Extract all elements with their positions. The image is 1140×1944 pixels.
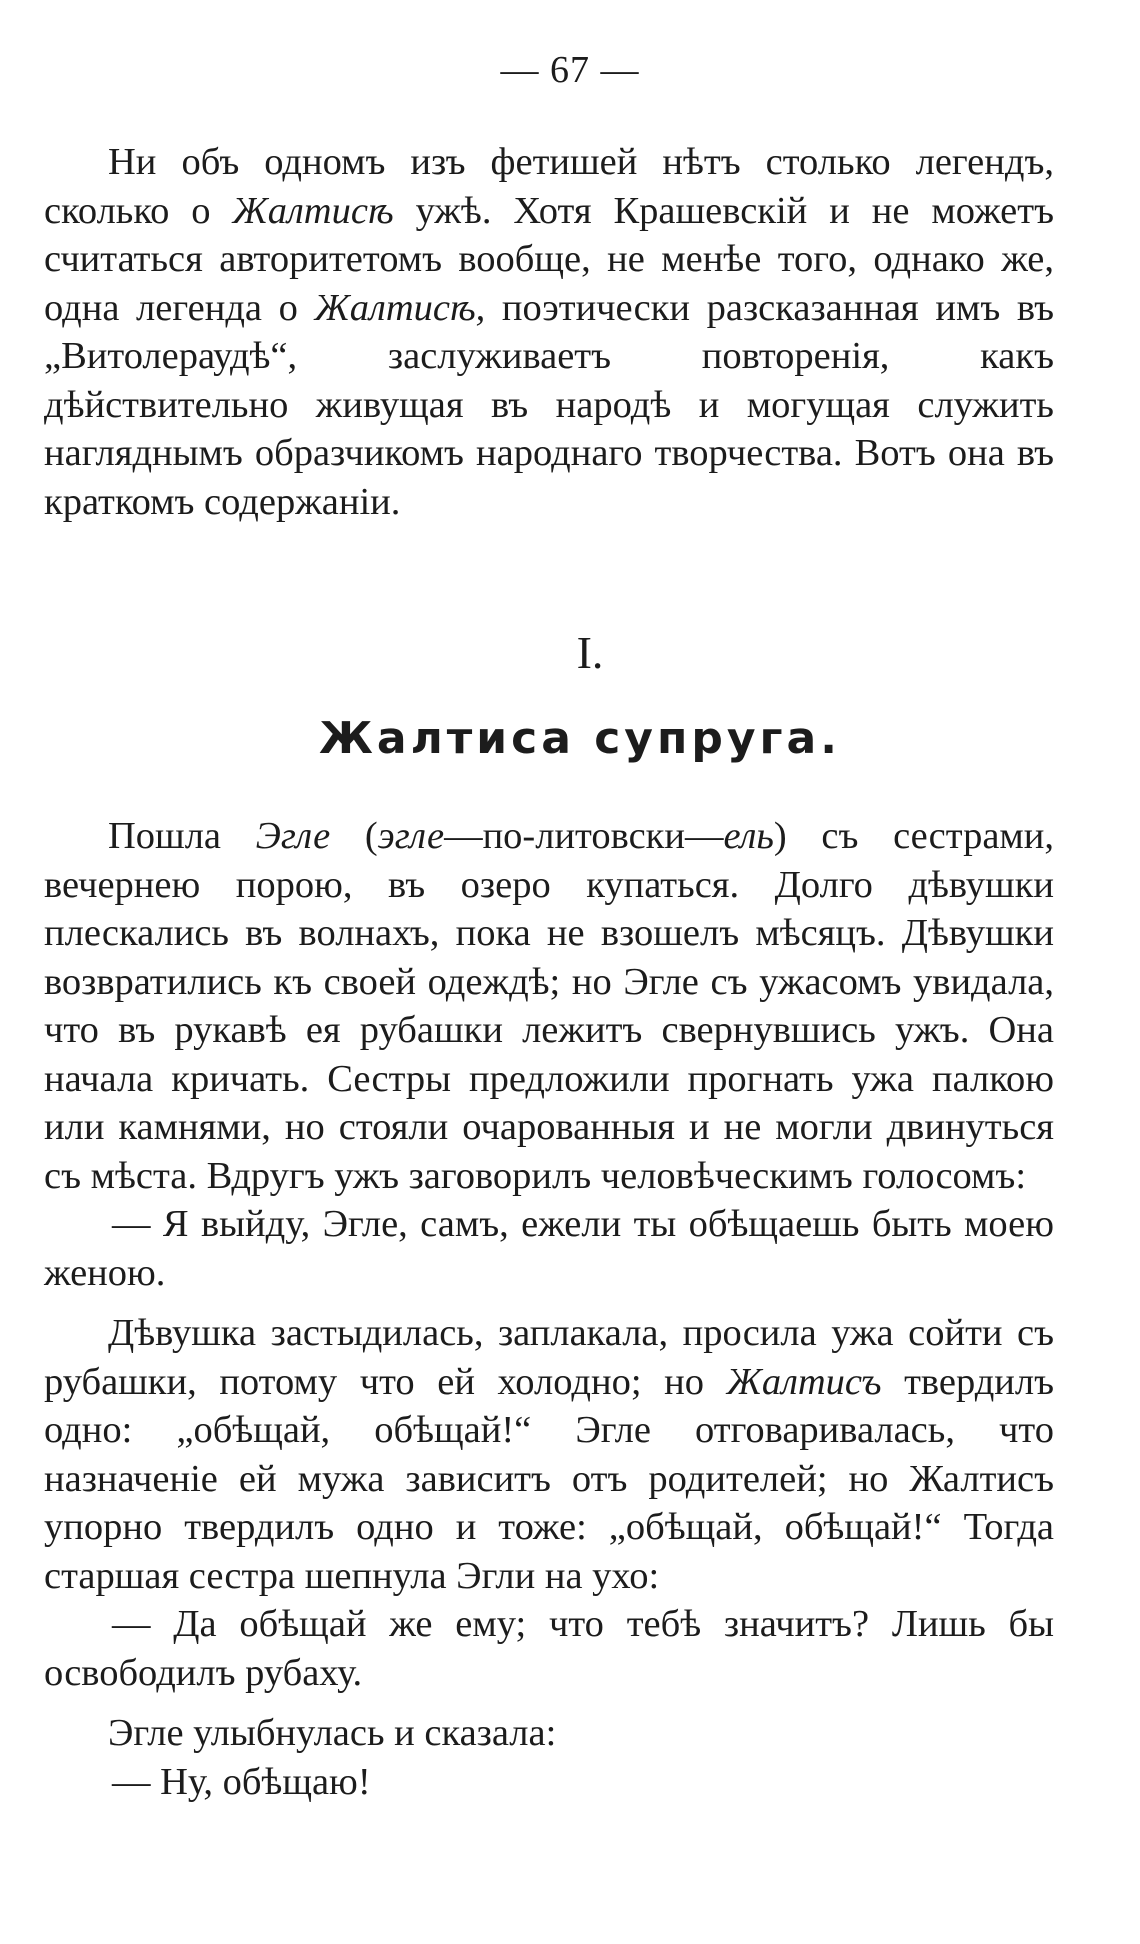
- text-run: поэтически разсказанная имъ въ „Витолераудѣ“, заслуживаетъ повторенія, какъ дѣйствительно живущая въ народѣ и могущая служить нагляднымъ образчикомъ народнаго творчества. Вотъ она въ краткомъ содержаніи.: [44, 286, 1055, 523]
- story-paragraph-5: Эгле улыбнулась и сказала:: [108, 1712, 557, 1754]
- italic-name: Жалтисѣ,: [314, 286, 486, 329]
- intro-text: [44, 138, 1054, 526]
- text-run: —по-литовски—: [444, 815, 724, 857]
- text-run: твердилъ одно: „обѣщай, обѣщай!“ Эгле отговаривалась, что назначеніе ей мужа зависитъ отъ родителей; но Жалтисъ упорно твердилъ одно и тоже: „обѣщай, обѣщай!“ Тогда старшая сестра шепнула Эгли на ухо:: [44, 1360, 1055, 1597]
- italic-name: Эгле: [255, 815, 331, 857]
- text-run: ) съ сестрами, вечернею порою, въ озеро купаться. Долго дѣвушки плескались въ волнахъ, пока не взошелъ мѣсяцъ. Дѣвушки возвратились къ своей одеждѣ; но Эгле съ ужасомъ увидала, что въ рукавѣ ея рубашки лежитъ свернувшись ужъ. Она начала кричать. Сестры предложили прогнать ужа палкою или камнями, но стояли очарованныя и не могли двинуться съ мѣста. Вдругъ ужъ заговорилъ человѣческимъ голосомъ:: [44, 815, 1054, 1197]
- story-paragraph-6: — Ну, обѣщаю!: [112, 1760, 371, 1803]
- story-paragraph-4: — Да обѣщай же ему; что тебѣ значитъ? Лишь бы освободилъ рубаху.: [44, 1603, 1054, 1694]
- page-number: — 67 —: [500, 49, 640, 91]
- italic-word: ель: [723, 815, 774, 857]
- intro-paragraph: [44, 138, 1054, 526]
- italic-name: Жалтисъ: [726, 1360, 882, 1403]
- story-paragraph-2: — Я выйду, Эгле, самъ, ежели ты обѣщаешь быть моею женою.: [44, 1203, 1054, 1294]
- story-text: [44, 812, 1054, 1806]
- italic-name: Жалтисѣ: [232, 189, 394, 232]
- text-run: Пошла: [108, 815, 256, 857]
- text-run: ужѣ. Хотя Крашевскій и не можетъ считаться авторитетомъ вообще, не менѣе того, однако же, одна легенда о: [44, 189, 1054, 329]
- section-number: I.: [576, 627, 604, 678]
- story-paragraph-3: [44, 1309, 1054, 1600]
- story-paragraph-1: [44, 812, 1054, 1200]
- section-title: Жалтиса супруга.: [319, 713, 841, 764]
- italic-word: эгле: [377, 815, 445, 857]
- text-run: Ни объ одномъ изъ фетишей нѣтъ столько легендъ, сколько о: [44, 141, 1054, 232]
- text-run: (: [330, 815, 378, 857]
- text-run: Дѣвушка застыдилась, заплакала, просила ужа сойти съ рубашки, потому что ей холодно; но: [44, 1312, 1054, 1403]
